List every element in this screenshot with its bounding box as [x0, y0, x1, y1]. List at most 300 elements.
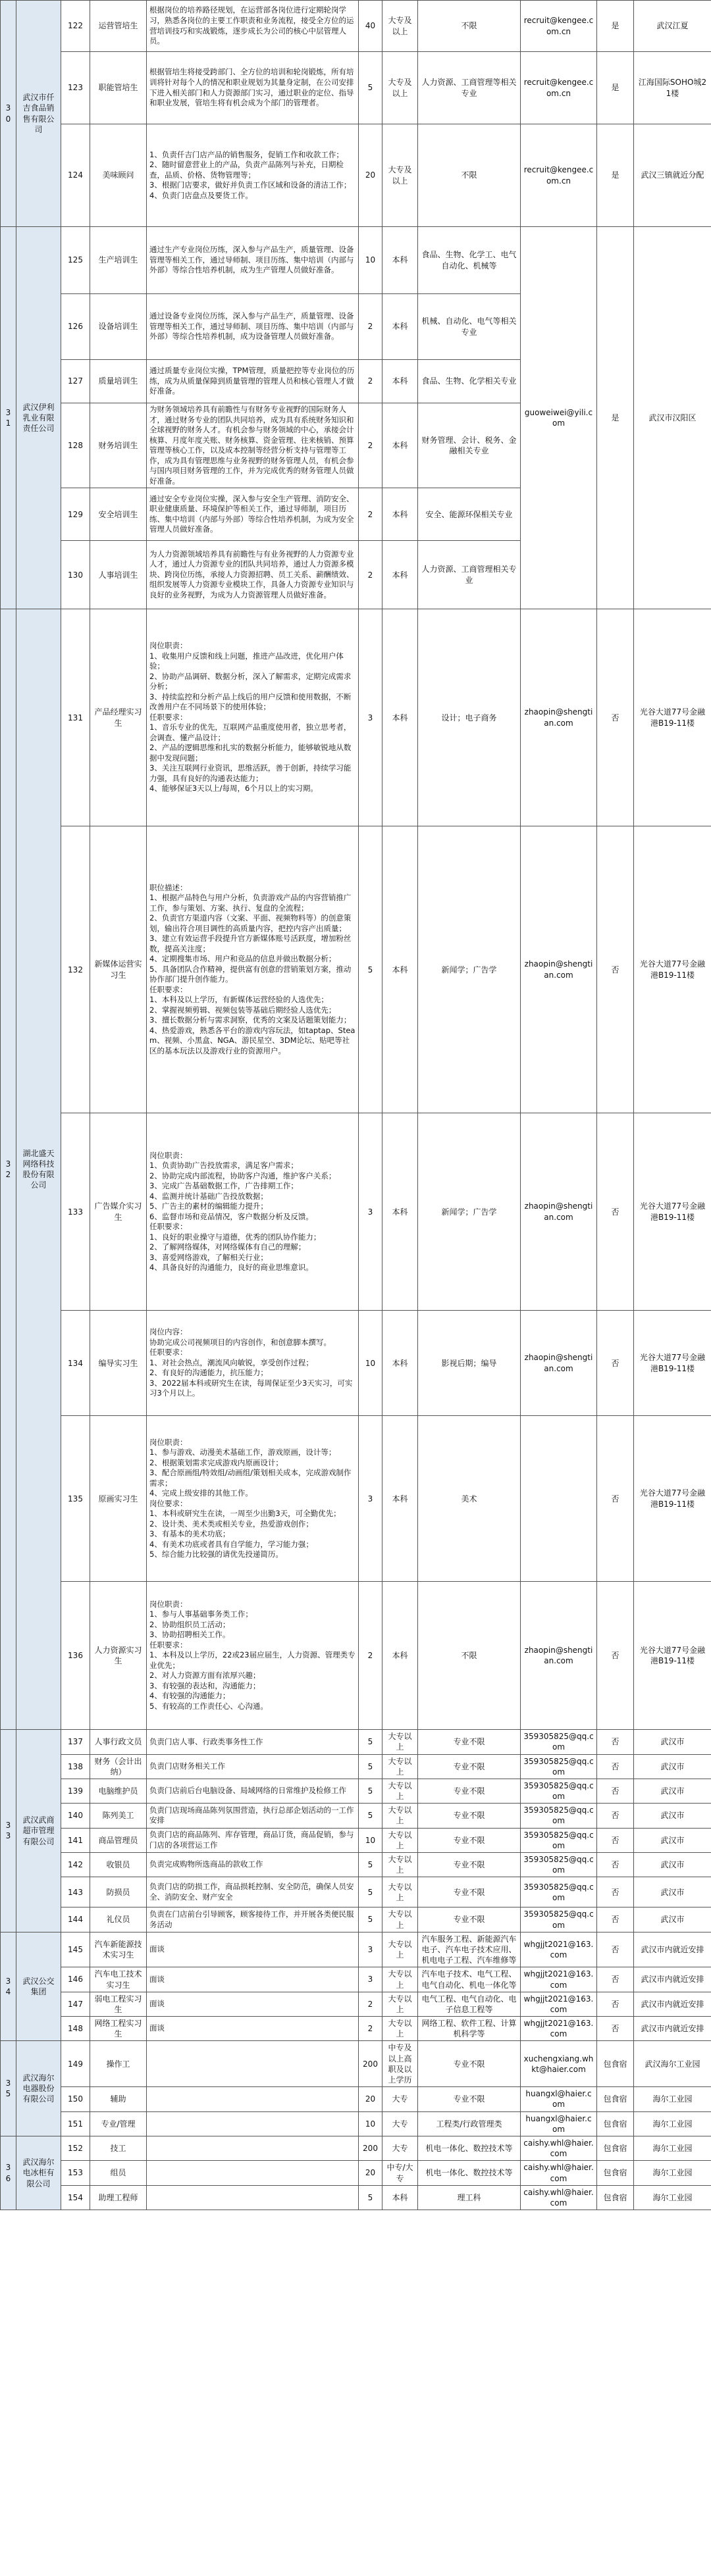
position-cell: 设备培训生 — [90, 294, 147, 360]
education-cell: 大专以上 — [382, 1907, 418, 1932]
education-cell: 本科 — [382, 403, 418, 488]
major-cell: 新闻学；广告学 — [418, 1113, 521, 1311]
education-cell: 大专以上 — [382, 1754, 418, 1779]
table-row — [1, 1992, 711, 2016]
headcount-cell: 3 — [359, 1113, 382, 1311]
job-id-cell: 138 — [61, 1754, 90, 1779]
email-cell: whgjjt2021@163.com — [521, 1932, 597, 1967]
position-cell: 专业/管理 — [90, 2111, 147, 2136]
accommodation-cell: 包食宿 — [597, 2111, 634, 2136]
location-cell: 武汉市 — [634, 1907, 711, 1932]
email-cell: 359305825@qq.com — [521, 1804, 597, 1828]
major-cell: 专业不限 — [418, 2041, 521, 2087]
table-row — [1, 1730, 711, 1754]
headcount-cell: 2 — [359, 1582, 382, 1730]
education-cell: 中专及以上高职及以上学历 — [382, 2041, 418, 2087]
headcount-cell: 5 — [359, 1877, 382, 1907]
table-row — [1, 1877, 711, 1907]
table-row — [1, 2111, 711, 2136]
job-id-cell: 154 — [61, 2185, 90, 2210]
accommodation-cell: 否 — [597, 826, 634, 1113]
location-cell: 武汉市内就近安排 — [634, 1992, 711, 2016]
duty-cell: 负责门店现场商品陈列氛围营造，执行总部企划活动的一工作安排 — [147, 1804, 359, 1828]
job-id-cell: 149 — [61, 2041, 90, 2087]
accommodation-cell: 否 — [597, 1932, 634, 1967]
headcount-cell: 200 — [359, 2136, 382, 2160]
email-cell: caishy.whl@haier.com — [521, 2185, 597, 2210]
headcount-cell: 3 — [359, 1932, 382, 1967]
job-id-cell: 132 — [61, 826, 90, 1113]
duty-cell: 负责门店财务相关工作 — [147, 1754, 359, 1779]
table-row — [1, 1113, 711, 1311]
table-row — [1, 1779, 711, 1803]
major-cell: 汽车电子技术、电气工程、电气自动化、机电一体化等 — [418, 1967, 521, 1992]
headcount-cell: 5 — [359, 1730, 382, 1754]
major-cell: 不限 — [418, 1, 521, 52]
company-seq-cell: 36 — [1, 2136, 16, 2210]
table-row — [1, 1828, 711, 1852]
education-cell: 本科 — [382, 1113, 418, 1311]
duty-cell: 1、负责仟吉门店产品的销售服务，促销工作和收款工作； 2、随时留意营业上的产品，负责产品陈列与补充，日期检查，品质、价格、货物管理等； 3、根据门店要求，做好并负责工作区域和设备的清洁工作； 4、负责门店盘点及要货工作。 — [147, 124, 359, 227]
location-cell: 武汉市 — [634, 1804, 711, 1828]
accommodation-cell: 否 — [597, 1113, 634, 1311]
company-name-cell: 湖北盛天网络科技股份有限公司 — [16, 609, 61, 1730]
education-cell: 大专以上 — [382, 1804, 418, 1828]
major-cell: 机电一体化、数控技术等 — [418, 2161, 521, 2185]
company-name-cell: 武汉武商超市管理有限公司 — [16, 1730, 61, 1932]
location-cell: 武汉市 — [634, 1828, 711, 1852]
education-cell: 大专以上 — [382, 2017, 418, 2041]
education-cell: 大专以上 — [382, 1967, 418, 1992]
education-cell: 大专以上 — [382, 1853, 418, 1877]
location-cell: 武汉市汉阳区 — [634, 227, 711, 609]
accommodation-cell: 是 — [597, 124, 634, 227]
email-cell: whgjjt2021@163.com — [521, 2017, 597, 2041]
job-id-cell: 153 — [61, 2161, 90, 2185]
location-cell: 武汉市 — [634, 1877, 711, 1907]
location-cell: 武汉三镇就近分配 — [634, 124, 711, 227]
table-row — [1, 1, 711, 52]
position-cell: 汽车电工技术实习生 — [90, 1967, 147, 1992]
duty-cell: 负责门店的防损工作，商品损耗控制、安全防范，确保人员安全、消防安全、财产安全 — [147, 1877, 359, 1907]
position-cell: 收银员 — [90, 1853, 147, 1877]
education-cell: 大专以上 — [382, 1877, 418, 1907]
location-cell: 武汉市内就近安排 — [634, 2017, 711, 2041]
accommodation-cell: 是 — [597, 1, 634, 52]
major-cell: 专业不限 — [418, 1853, 521, 1877]
position-cell: 生产培训生 — [90, 227, 147, 294]
location-cell: 光谷大道77号金融港B19-11楼 — [634, 826, 711, 1113]
major-cell: 人力资源、工商管理等相关专业 — [418, 52, 521, 124]
major-cell: 专业不限 — [418, 1877, 521, 1907]
headcount-cell: 40 — [359, 1, 382, 52]
duty-cell: 负责门店的商品陈列、库存管理，商品订货，商品促销，参与门店的各项营运工作 — [147, 1828, 359, 1852]
education-cell: 本科 — [382, 294, 418, 360]
position-cell: 美味顾问 — [90, 124, 147, 227]
major-cell: 财务管理、会计、税务、金融相关专业 — [418, 403, 521, 488]
major-cell: 食品、生物、化学相关专业 — [418, 360, 521, 403]
company-name-cell: 武汉市仟吉食品销售有限公司 — [16, 1, 61, 227]
education-cell: 大专以上 — [382, 1828, 418, 1852]
position-cell: 原画实习生 — [90, 1416, 147, 1582]
accommodation-cell: 包食宿 — [597, 2041, 634, 2087]
location-cell: 江海国际SOHO城21楼 — [634, 52, 711, 124]
job-id-cell: 129 — [61, 488, 90, 541]
job-id-cell: 145 — [61, 1932, 90, 1967]
major-cell: 网络工程、软件工程、计算机科学等 — [418, 2017, 521, 2041]
position-cell: 陈列美工 — [90, 1804, 147, 1828]
location-cell: 光谷大道77号金融港B19-11楼 — [634, 1582, 711, 1730]
duty-cell — [147, 2185, 359, 2210]
location-cell: 武汉江夏 — [634, 1, 711, 52]
job-id-cell: 133 — [61, 1113, 90, 1311]
major-cell: 理工科 — [418, 2185, 521, 2210]
major-cell: 机械、自动化、电气等相关专业 — [418, 294, 521, 360]
education-cell: 本科 — [382, 1582, 418, 1730]
position-cell: 人力资源实习生 — [90, 1582, 147, 1730]
position-cell: 产品经理实习生 — [90, 609, 147, 826]
duty-cell: 面谈 — [147, 2017, 359, 2041]
location-cell: 武汉市内就近安排 — [634, 1932, 711, 1967]
job-id-cell: 151 — [61, 2111, 90, 2136]
education-cell: 中专/大专 — [382, 2161, 418, 2185]
headcount-cell: 10 — [359, 227, 382, 294]
headcount-cell: 2 — [359, 403, 382, 488]
accommodation-cell: 否 — [597, 1754, 634, 1779]
table-row — [1, 609, 711, 826]
headcount-cell: 5 — [359, 52, 382, 124]
email-cell: xuchengxiang.whkt@haier.com — [521, 2041, 597, 2087]
education-cell: 本科 — [382, 826, 418, 1113]
position-cell: 礼仪员 — [90, 1907, 147, 1932]
duty-cell: 岗位职责： 1、负责协助广告投放需求，满足客户需求； 2、协助完成内部流程，协助客户沟通，维护客户关系； 3、完成广告基础数据工作，广告排期工作； 4、监测并统计基础广告投放数据； 5、广告主的素材的编辑能力提升； 6、监督市场和竞品情况，客户数据分析及反馈。 任职要求： 1、良好的职业操守与道德，优秀的团队协作能力； 2、了解网络媒体，对网络媒体有自己的理解； 3、喜爱网络游戏，了解相关行业； 4、具备良好的沟通能力，良好的商业思维意识。 — [147, 1113, 359, 1311]
company-seq-cell: 30 — [1, 1, 16, 227]
major-cell: 机电一体化、数控技术等 — [418, 2136, 521, 2160]
headcount-cell: 5 — [359, 826, 382, 1113]
location-cell: 武汉市 — [634, 1754, 711, 1779]
headcount-cell: 3 — [359, 609, 382, 826]
headcount-cell: 10 — [359, 2111, 382, 2136]
company-name-cell: 武汉伊利乳业有限责任公司 — [16, 227, 61, 609]
company-seq-cell: 33 — [1, 1730, 16, 1932]
job-id-cell: 150 — [61, 2087, 90, 2111]
job-id-cell: 148 — [61, 2017, 90, 2041]
duty-cell: 岗位内容： 协助完成公司视频项目的内容创作，和创意脚本撰写。 任职要求： 1、对社会热点，潮流风向敏锐，享受创作过程； 2、有良好的沟通能力，抗压能力； 3、2022届本科或研究生在读，每周保证至少3天实习，可实习3个月以上。 — [147, 1311, 359, 1416]
table-row — [1, 52, 711, 124]
position-cell: 新媒体运营实习生 — [90, 826, 147, 1113]
education-cell: 大专 — [382, 2111, 418, 2136]
accommodation-cell: 包食宿 — [597, 2087, 634, 2111]
table-row — [1, 2185, 711, 2210]
job-id-cell: 146 — [61, 1967, 90, 1992]
major-cell: 专业不限 — [418, 1730, 521, 1754]
position-cell: 弱电工程实习生 — [90, 1992, 147, 2016]
job-id-cell: 141 — [61, 1828, 90, 1852]
education-cell: 本科 — [382, 360, 418, 403]
email-cell: 359305825@qq.com — [521, 1877, 597, 1907]
major-cell: 专业不限 — [418, 2087, 521, 2111]
location-cell: 光谷大道77号金融港B19-11楼 — [634, 609, 711, 826]
headcount-cell: 5 — [359, 1804, 382, 1828]
major-cell: 电气工程、电气自动化、电子信息工程等 — [418, 1992, 521, 2016]
duty-cell: 通过安全专业岗位实操，深入参与安全生产管理、消防安全、职业健康质量、环境保护等相关工作，通过导师制，项目历练、集中培训（内部与外部）等综合性培养机制，为成为安全管理人员做好准备。 — [147, 488, 359, 541]
job-id-cell: 143 — [61, 1877, 90, 1907]
duty-cell — [147, 2041, 359, 2087]
position-cell: 网络工程实习生 — [90, 2017, 147, 2041]
position-cell: 技工 — [90, 2136, 147, 2160]
email-cell: 359305825@qq.com — [521, 1828, 597, 1852]
email-cell: zhaopin@shengtian.com — [521, 1113, 597, 1311]
headcount-cell: 10 — [359, 1828, 382, 1852]
job-id-cell: 137 — [61, 1730, 90, 1754]
company-seq-cell: 34 — [1, 1932, 16, 2041]
table-row — [1, 1416, 711, 1582]
headcount-cell: 5 — [359, 2185, 382, 2210]
company-name-cell: 武汉海尔电器股份有限公司 — [16, 2041, 61, 2136]
table-row — [1, 2017, 711, 2041]
position-cell: 辅助 — [90, 2087, 147, 2111]
location-cell: 武汉市内就近安排 — [634, 1967, 711, 1992]
email-cell: 359305825@qq.com — [521, 1853, 597, 1877]
duty-cell: 负责在门店前台引导顾客，顾客接待工作，并开展各类便民服务活动 — [147, 1907, 359, 1932]
education-cell: 大专以上 — [382, 1730, 418, 1754]
email-cell: 359305825@qq.com — [521, 1730, 597, 1754]
location-cell: 海尔工业园 — [634, 2161, 711, 2185]
education-cell: 大专及以上 — [382, 1, 418, 52]
education-cell: 大专以上 — [382, 1779, 418, 1803]
job-id-cell: 128 — [61, 403, 90, 488]
email-cell: 359305825@qq.com — [521, 1907, 597, 1932]
duty-cell: 为财务领域培养具有前瞻性与有财务专业视野的国际财务人才，通过财务专业的团队共同培养，成为具有系统财务知识和全球视野的财务人才。有机会参与财务领域的中心，承接会计核算、月度年度关账、财务核算、资金管理、往来核销、预算管理等核心工作，以及成本控制等经营分析支持与管理等工作，成为具有管理思维与业务视野的财务管理人员，有机会参与国内项目财务管理的工作，并为完成优秀的财务管理人员做好准备。 — [147, 403, 359, 488]
email-cell: recruit@kengee.com.cn — [521, 124, 597, 227]
job-id-cell: 122 — [61, 1, 90, 52]
job-id-cell: 123 — [61, 52, 90, 124]
location-cell: 光谷大道77号金融港B19-11楼 — [634, 1311, 711, 1416]
email-cell: zhaopin@shengtian.com — [521, 1311, 597, 1416]
education-cell: 本科 — [382, 1311, 418, 1416]
position-cell: 编导实习生 — [90, 1311, 147, 1416]
job-id-cell: 136 — [61, 1582, 90, 1730]
job-id-cell: 125 — [61, 227, 90, 294]
major-cell: 汽车服务工程、新能源汽车电子、汽车电子技术应用、机电电子工程、汽车维修等 — [418, 1932, 521, 1967]
headcount-cell: 5 — [359, 1754, 382, 1779]
duty-cell: 通过设备专业岗位历练，深入参与产品生产，质量管理、设备管理等相关工作，通过导师制、项目历练、集中培训（内部与外部）等综合性培养机制，成为设备管理人员做好准备。 — [147, 294, 359, 360]
duty-cell: 为人力资源领域培养具有前瞻性与有业务视野的人力资源专业人才，通过人力资源专业的团队共同培养，通过人力资源多模块、跨岗位历练，承接人力资源招聘、员工关系、薪酬绩效、组织发展等人力资源专业模块工作，具备人力资源专业知识与良好的业务视野，为成为人力资源管理人员做好准备。 — [147, 541, 359, 609]
accommodation-cell: 否 — [597, 1416, 634, 1582]
headcount-cell: 2 — [359, 360, 382, 403]
table-row — [1, 227, 711, 294]
position-cell: 组员 — [90, 2161, 147, 2185]
table-row — [1, 2136, 711, 2160]
accommodation-cell: 否 — [597, 1877, 634, 1907]
accommodation-cell: 包食宿 — [597, 2161, 634, 2185]
major-cell: 不限 — [418, 1582, 521, 1730]
position-cell: 职能管培生 — [90, 52, 147, 124]
company-seq-cell: 35 — [1, 2041, 16, 2136]
accommodation-cell: 是 — [597, 52, 634, 124]
table-row — [1, 1754, 711, 1779]
email-cell: recruit@kengee.com.cn — [521, 52, 597, 124]
headcount-cell: 10 — [359, 1311, 382, 1416]
duty-cell: 面谈 — [147, 1992, 359, 2016]
major-cell: 专业不限 — [418, 1828, 521, 1852]
duty-cell — [147, 2161, 359, 2185]
job-id-cell: 139 — [61, 1779, 90, 1803]
table-row — [1, 1932, 711, 1967]
location-cell: 海尔工业园 — [634, 2185, 711, 2210]
major-cell: 专业不限 — [418, 1804, 521, 1828]
company-name-cell: 武汉海尔电冰柜有限公司 — [16, 2136, 61, 2210]
company-seq-cell: 32 — [1, 609, 16, 1730]
duty-cell: 负责门店前后台电脑设备、局域网络的日常维护及检修工作 — [147, 1779, 359, 1803]
duty-cell: 岗位职责： 1、参与游戏、动漫美术基础工作，游戏原画，设计等； 2、根据策划需求完成游戏内原画设计； 3、配合原画组/特效组/动画组/策划相关成本，完成游戏制作需求； 4、完成上级安排的其他工作。 岗位要求： 1、本科或研究生在读，一周至少出勤3天，可全勤优先； 2、设计类、美术类或相关专业，热爱游戏创作； 3、有基本的美术功底； 4、有美术功底或者具有自学能力，学习能力强； 5、综合能力比较强的请优先投递简历。 — [147, 1416, 359, 1582]
accommodation-cell: 否 — [597, 1730, 634, 1754]
duty-cell: 岗位职责： 1、收集用户反馈和线上问题，推进产品改进，优化用户体验； 2、协助产品调研、数据分析，深入了解需求，定期完成需求分析； 3、持续监控和分析产品上线后的用户反馈和使用数据，不断改善用户在不同场景下的使用体验； 任职要求： 1、音乐专业的优先，互联网产品重度使用者，独立思考者，会调查、懂产品设计； 2、产品的逻辑思维和扎实的数据分析能力，能够敏锐地从数据中发现问题； 3、关注互联网行业资讯，思维活跃，善于创新，持续学习能力强，具有良好的沟通表达能力； 4、能够保证3天以上/每周，6个月以上的实习期。 — [147, 609, 359, 826]
major-cell: 专业不限 — [418, 1779, 521, 1803]
position-cell: 汽车新能源技术实习生 — [90, 1932, 147, 1967]
job-id-cell: 152 — [61, 2136, 90, 2160]
duty-cell: 面谈 — [147, 1967, 359, 1992]
education-cell: 大专以上 — [382, 1992, 418, 2016]
duty-cell: 负责门店人事、行政类事务性工作 — [147, 1730, 359, 1754]
accommodation-cell: 否 — [597, 1967, 634, 1992]
table-row — [1, 1582, 711, 1730]
headcount-cell: 20 — [359, 2087, 382, 2111]
position-cell: 财务培训生 — [90, 403, 147, 488]
education-cell: 大专以上 — [382, 1932, 418, 1967]
education-cell: 大专 — [382, 2087, 418, 2111]
headcount-cell: 3 — [359, 1967, 382, 1992]
position-cell: 人事培训生 — [90, 541, 147, 609]
position-cell: 助理工程师 — [90, 2185, 147, 2210]
education-cell: 本科 — [382, 609, 418, 826]
duty-cell — [147, 2111, 359, 2136]
major-cell: 专业不限 — [418, 1907, 521, 1932]
duty-cell — [147, 2087, 359, 2111]
company-seq-cell: 31 — [1, 227, 16, 609]
education-cell: 本科 — [382, 2185, 418, 2210]
job-id-cell: 127 — [61, 360, 90, 403]
accommodation-cell: 否 — [597, 2017, 634, 2041]
accommodation-cell: 否 — [597, 1853, 634, 1877]
accommodation-cell: 否 — [597, 1828, 634, 1852]
position-cell: 安全培训生 — [90, 488, 147, 541]
accommodation-cell: 否 — [597, 1582, 634, 1730]
accommodation-cell: 否 — [597, 1992, 634, 2016]
job-id-cell: 135 — [61, 1416, 90, 1582]
location-cell: 海尔工业园 — [634, 2087, 711, 2111]
major-cell: 食品、生物、化学工、电气自动化、机械等 — [418, 227, 521, 294]
job-id-cell: 131 — [61, 609, 90, 826]
location-cell: 武汉海尔工业园 — [634, 2041, 711, 2087]
headcount-cell: 5 — [359, 1907, 382, 1932]
table-row — [1, 2041, 711, 2087]
accommodation-cell: 否 — [597, 1907, 634, 1932]
education-cell: 本科 — [382, 488, 418, 541]
education-cell: 大专 — [382, 2136, 418, 2160]
major-cell: 设计；电子商务 — [418, 609, 521, 826]
headcount-cell: 2 — [359, 2017, 382, 2041]
accommodation-cell: 否 — [597, 1311, 634, 1416]
location-cell: 海尔工业园 — [634, 2111, 711, 2136]
position-cell: 人事行政文员 — [90, 1730, 147, 1754]
duty-cell: 面谈 — [147, 1932, 359, 1967]
location-cell: 武汉市 — [634, 1779, 711, 1803]
job-id-cell: 144 — [61, 1907, 90, 1932]
headcount-cell: 2 — [359, 294, 382, 360]
duty-cell: 根据岗位的培养路径规划，在运营部各岗位进行定期轮岗学习，熟悉各岗位的主要工作职责和业务流程，接受全方位的运营培训技巧和实战锻炼，逐步成长为公司的核心中层管理人员。 — [147, 1, 359, 52]
headcount-cell: 2 — [359, 541, 382, 609]
location-cell: 武汉市 — [634, 1730, 711, 1754]
headcount-cell: 5 — [359, 1779, 382, 1803]
job-id-cell: 130 — [61, 541, 90, 609]
major-cell: 人力资源、工商管理相关专业 — [418, 541, 521, 609]
headcount-cell: 2 — [359, 488, 382, 541]
email-cell: whgjjt2021@163.com — [521, 1967, 597, 1992]
email-cell: caishy.whl@haier.com — [521, 2161, 597, 2185]
table-row — [1, 1853, 711, 1877]
email-cell: 359305825@qq.com — [521, 1779, 597, 1803]
job-id-cell: 140 — [61, 1804, 90, 1828]
email-cell — [521, 1416, 597, 1582]
education-cell: 大专及以上 — [382, 124, 418, 227]
email-cell: 359305825@qq.com — [521, 1754, 597, 1779]
duty-cell — [147, 2136, 359, 2160]
email-cell: recruit@kengee.com.cn — [521, 1, 597, 52]
education-cell: 本科 — [382, 227, 418, 294]
table-row — [1, 1967, 711, 1992]
job-id-cell: 126 — [61, 294, 90, 360]
headcount-cell: 3 — [359, 1416, 382, 1582]
location-cell: 海尔工业园 — [634, 2136, 711, 2160]
email-cell: caishy.whl@haier.com — [521, 2136, 597, 2160]
duty-cell: 通过质量专业岗位实操，TPM管理，质量把控等专业岗位的历练，成为从质量保障到质量管理的管理人员和核心管理人才做好准备。 — [147, 360, 359, 403]
accommodation-cell: 否 — [597, 609, 634, 826]
position-cell: 防损员 — [90, 1877, 147, 1907]
job-id-cell: 134 — [61, 1311, 90, 1416]
duty-cell: 岗位职责： 1、参与人事基础事务类工作； 2、协助组织员工活动； 3、协助招聘相关工作。 任职要求： 1、本科及以上学历，22或23届应届生，人力资源、管理类专业优先； 2、对人力资源方面有浓厚兴趣； 3、有较强的表达和，沟通能力； 4、有较强的沟通能力； 5、有较高的工作责任心、心沟通。 — [147, 1582, 359, 1730]
table-row — [1, 1907, 711, 1932]
position-cell: 财务（会计出纳） — [90, 1754, 147, 1779]
location-cell: 武汉市 — [634, 1853, 711, 1877]
accommodation-cell: 否 — [597, 1804, 634, 1828]
major-cell: 美术 — [418, 1416, 521, 1582]
headcount-cell: 20 — [359, 2161, 382, 2185]
position-cell: 电脑维护员 — [90, 1779, 147, 1803]
accommodation-cell: 否 — [597, 1779, 634, 1803]
position-cell: 质量培训生 — [90, 360, 147, 403]
major-cell: 影视后期；编导 — [418, 1311, 521, 1416]
position-cell: 商品管理员 — [90, 1828, 147, 1852]
table-row — [1, 124, 711, 227]
email-cell: guoweiwei@yili.com — [521, 227, 597, 609]
position-cell: 运营管培生 — [90, 1, 147, 52]
email-cell: huangxl@haier.com — [521, 2111, 597, 2136]
headcount-cell: 200 — [359, 2041, 382, 2087]
accommodation-cell: 包食宿 — [597, 2185, 634, 2210]
table-row — [1, 2087, 711, 2111]
job-id-cell: 147 — [61, 1992, 90, 2016]
duty-cell: 负责完成购物所选商品的款收工作 — [147, 1853, 359, 1877]
education-cell: 本科 — [382, 541, 418, 609]
location-cell: 光谷大道77号金融港B19-11楼 — [634, 1113, 711, 1311]
headcount-cell: 5 — [359, 1853, 382, 1877]
major-cell: 工程类/行政管理类 — [418, 2111, 521, 2136]
email-cell: zhaopin@shengtian.com — [521, 609, 597, 826]
email-cell: whgjjt2021@163.com — [521, 1992, 597, 2016]
job-id-cell: 124 — [61, 124, 90, 227]
company-name-cell: 武汉公交集团 — [16, 1932, 61, 2041]
